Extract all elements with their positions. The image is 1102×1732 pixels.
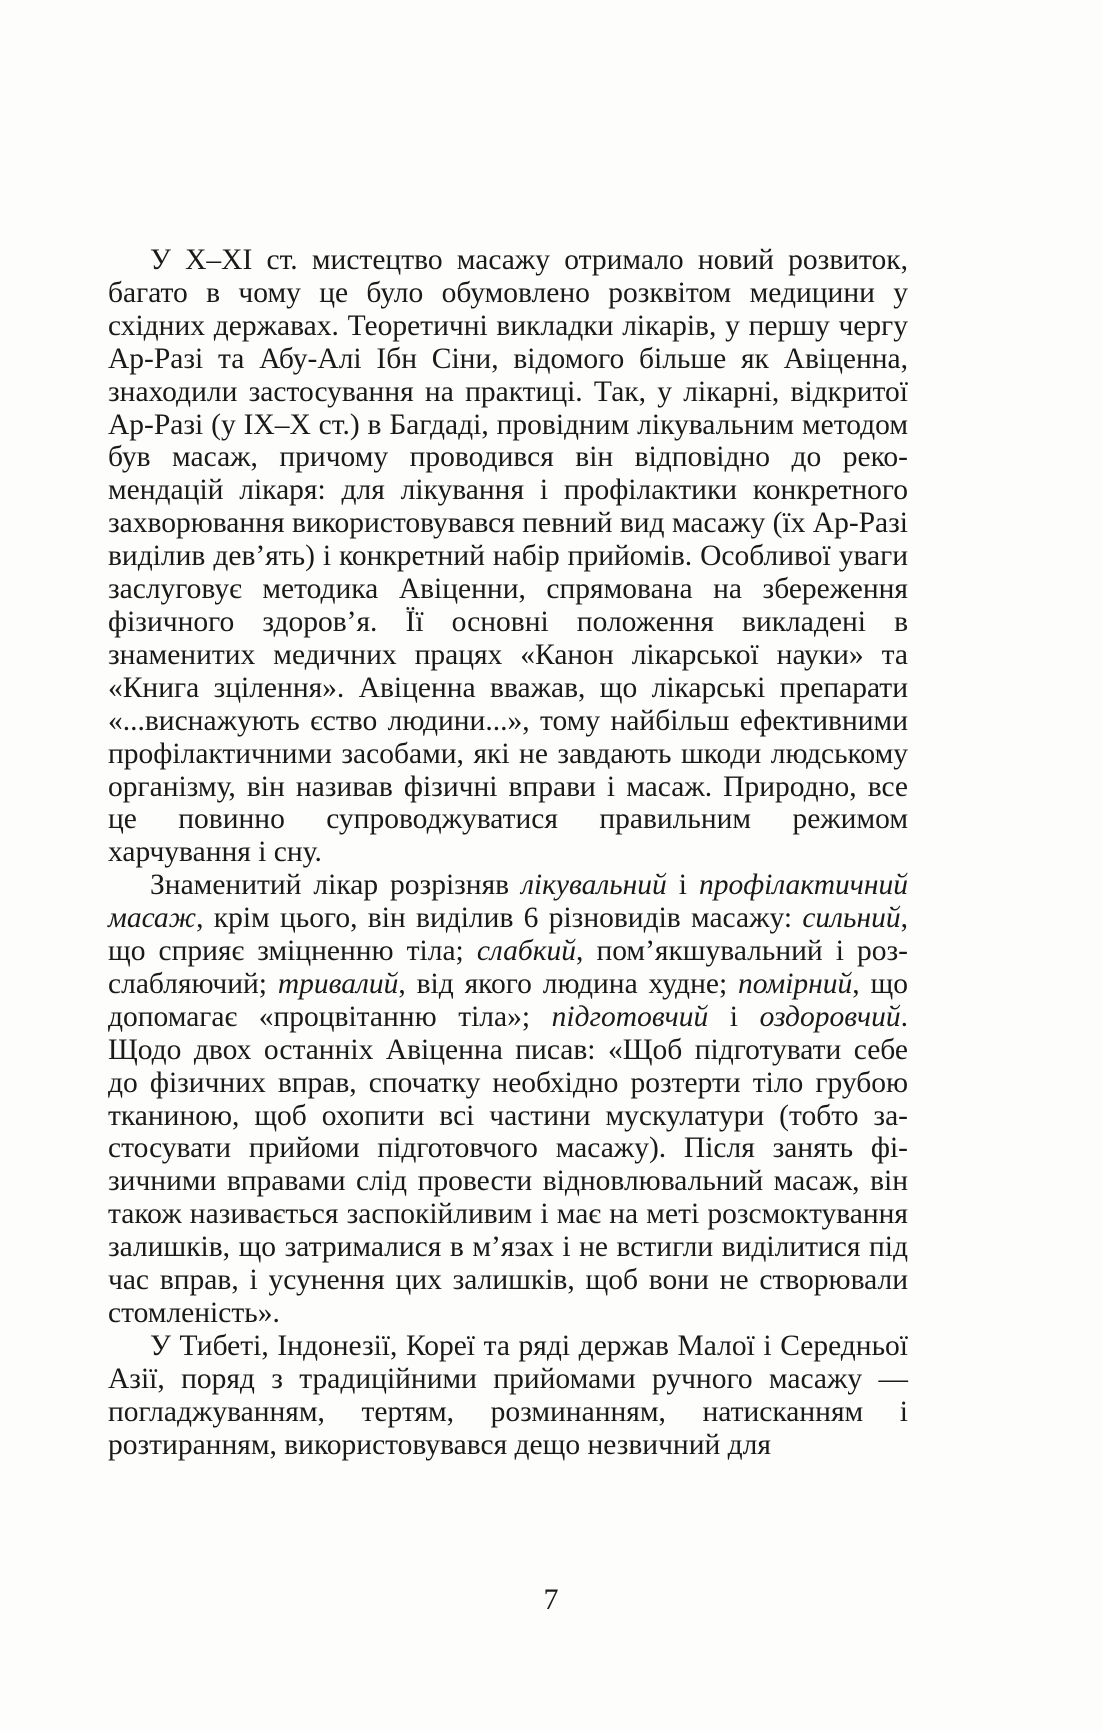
paragraph: [108, 244, 908, 869]
text-segment: , що допомагає «процвітанню тіла»;: [108, 967, 908, 1033]
text-segment: . Щодо двох останніх Авіценна писав: «Щоб підготувати себе до фізичних вправ, спочатку необхідно розтерти тіло грубою тканиною, щоб охопити всі частини мускулатури (тобто застосувати прийоми підготовчого масажу). Після занять фізичними вправами слід провести відновлювальний масаж, він також називається заспокійливим і має на меті розсмоктування залишків, що затрималися в м’язах і не встигли виділитися під час вправ, і усунення цих залишків, щоб вони не створювали стомленість».: [108, 1000, 908, 1329]
text-segment: і: [666, 869, 699, 902]
paragraph: [108, 1330, 908, 1462]
text-segment: , що сприяє зміцненню тіла;: [108, 902, 908, 968]
text-segment: , від якого людина худне;: [398, 967, 738, 1000]
text-segment: У X–XI ст. мистецтво масажу отримало новий розвиток, багато в чому це було обумовлено розквітом медицини у східних державах. Теоретичні викладки лікарів, у першу чергу Ар-Разі та Абу-Алі Ібн Сіни, відомого більше як Авіценна, знаходили застосування на практиці. Так, у лікарні, відкритої Ар-Разі (у IX–X ст.) в Багдаді, провідним лікувальним методом був масаж, причому проводився він відповідно до рекомендацій лікаря: для лікування і профілактики конкретного захворювання використовувався певний вид масажу (їх Ар-Разі виділив дев’ять) і конкретний набір прийомів. Особливої уваги заслуговує методика Авіценни, спрямована на збереження фізичного здоров’я. Її основні положення викладені в знаменитих медичних працях «Канон лікарської науки» та «Книга зцілення». Авіценна вважав, що лікарські препарати «...виснажують єство людини...», тому найбільш ефективними профілактичними засобами, які не завдають шкоди людському організму, він називав фізичні вправи і масаж. Природно, все це повинно супроводжуватися правильним режимом харчування і сну.: [108, 244, 908, 869]
italic-term: лікувальний: [521, 869, 667, 902]
italic-term: помірний: [738, 967, 853, 1000]
text-segment: , пом’якшувальний і розслабляючий;: [108, 935, 908, 1000]
italic-term: профілактичний масаж: [108, 869, 908, 935]
text-segment: , крім цього, він виділив 6 різновидів масажу:: [196, 902, 803, 935]
text-segment: Знаменитий лікар розрізняв: [150, 869, 522, 902]
italic-term: оздоровчий: [759, 1000, 901, 1033]
italic-term: слабкий: [476, 935, 577, 968]
paragraph: [108, 869, 908, 1330]
italic-term: сильний: [802, 902, 901, 935]
text-segment: і: [708, 1000, 760, 1033]
text-segment: У Тибеті, Індонезії, Кореї та ряді держав Малої і Середньої Азії, поряд з традиційними прийомами ручного масажу — погладжуванням, тертям, розминанням, натисканням і розтиранням, використовувався дещо незвичний для: [108, 1329, 908, 1461]
body-text: [108, 244, 908, 1462]
page-number: 7: [543, 1583, 559, 1616]
italic-term: підготовчий: [551, 1000, 709, 1033]
italic-term: тривалий: [277, 967, 399, 1000]
